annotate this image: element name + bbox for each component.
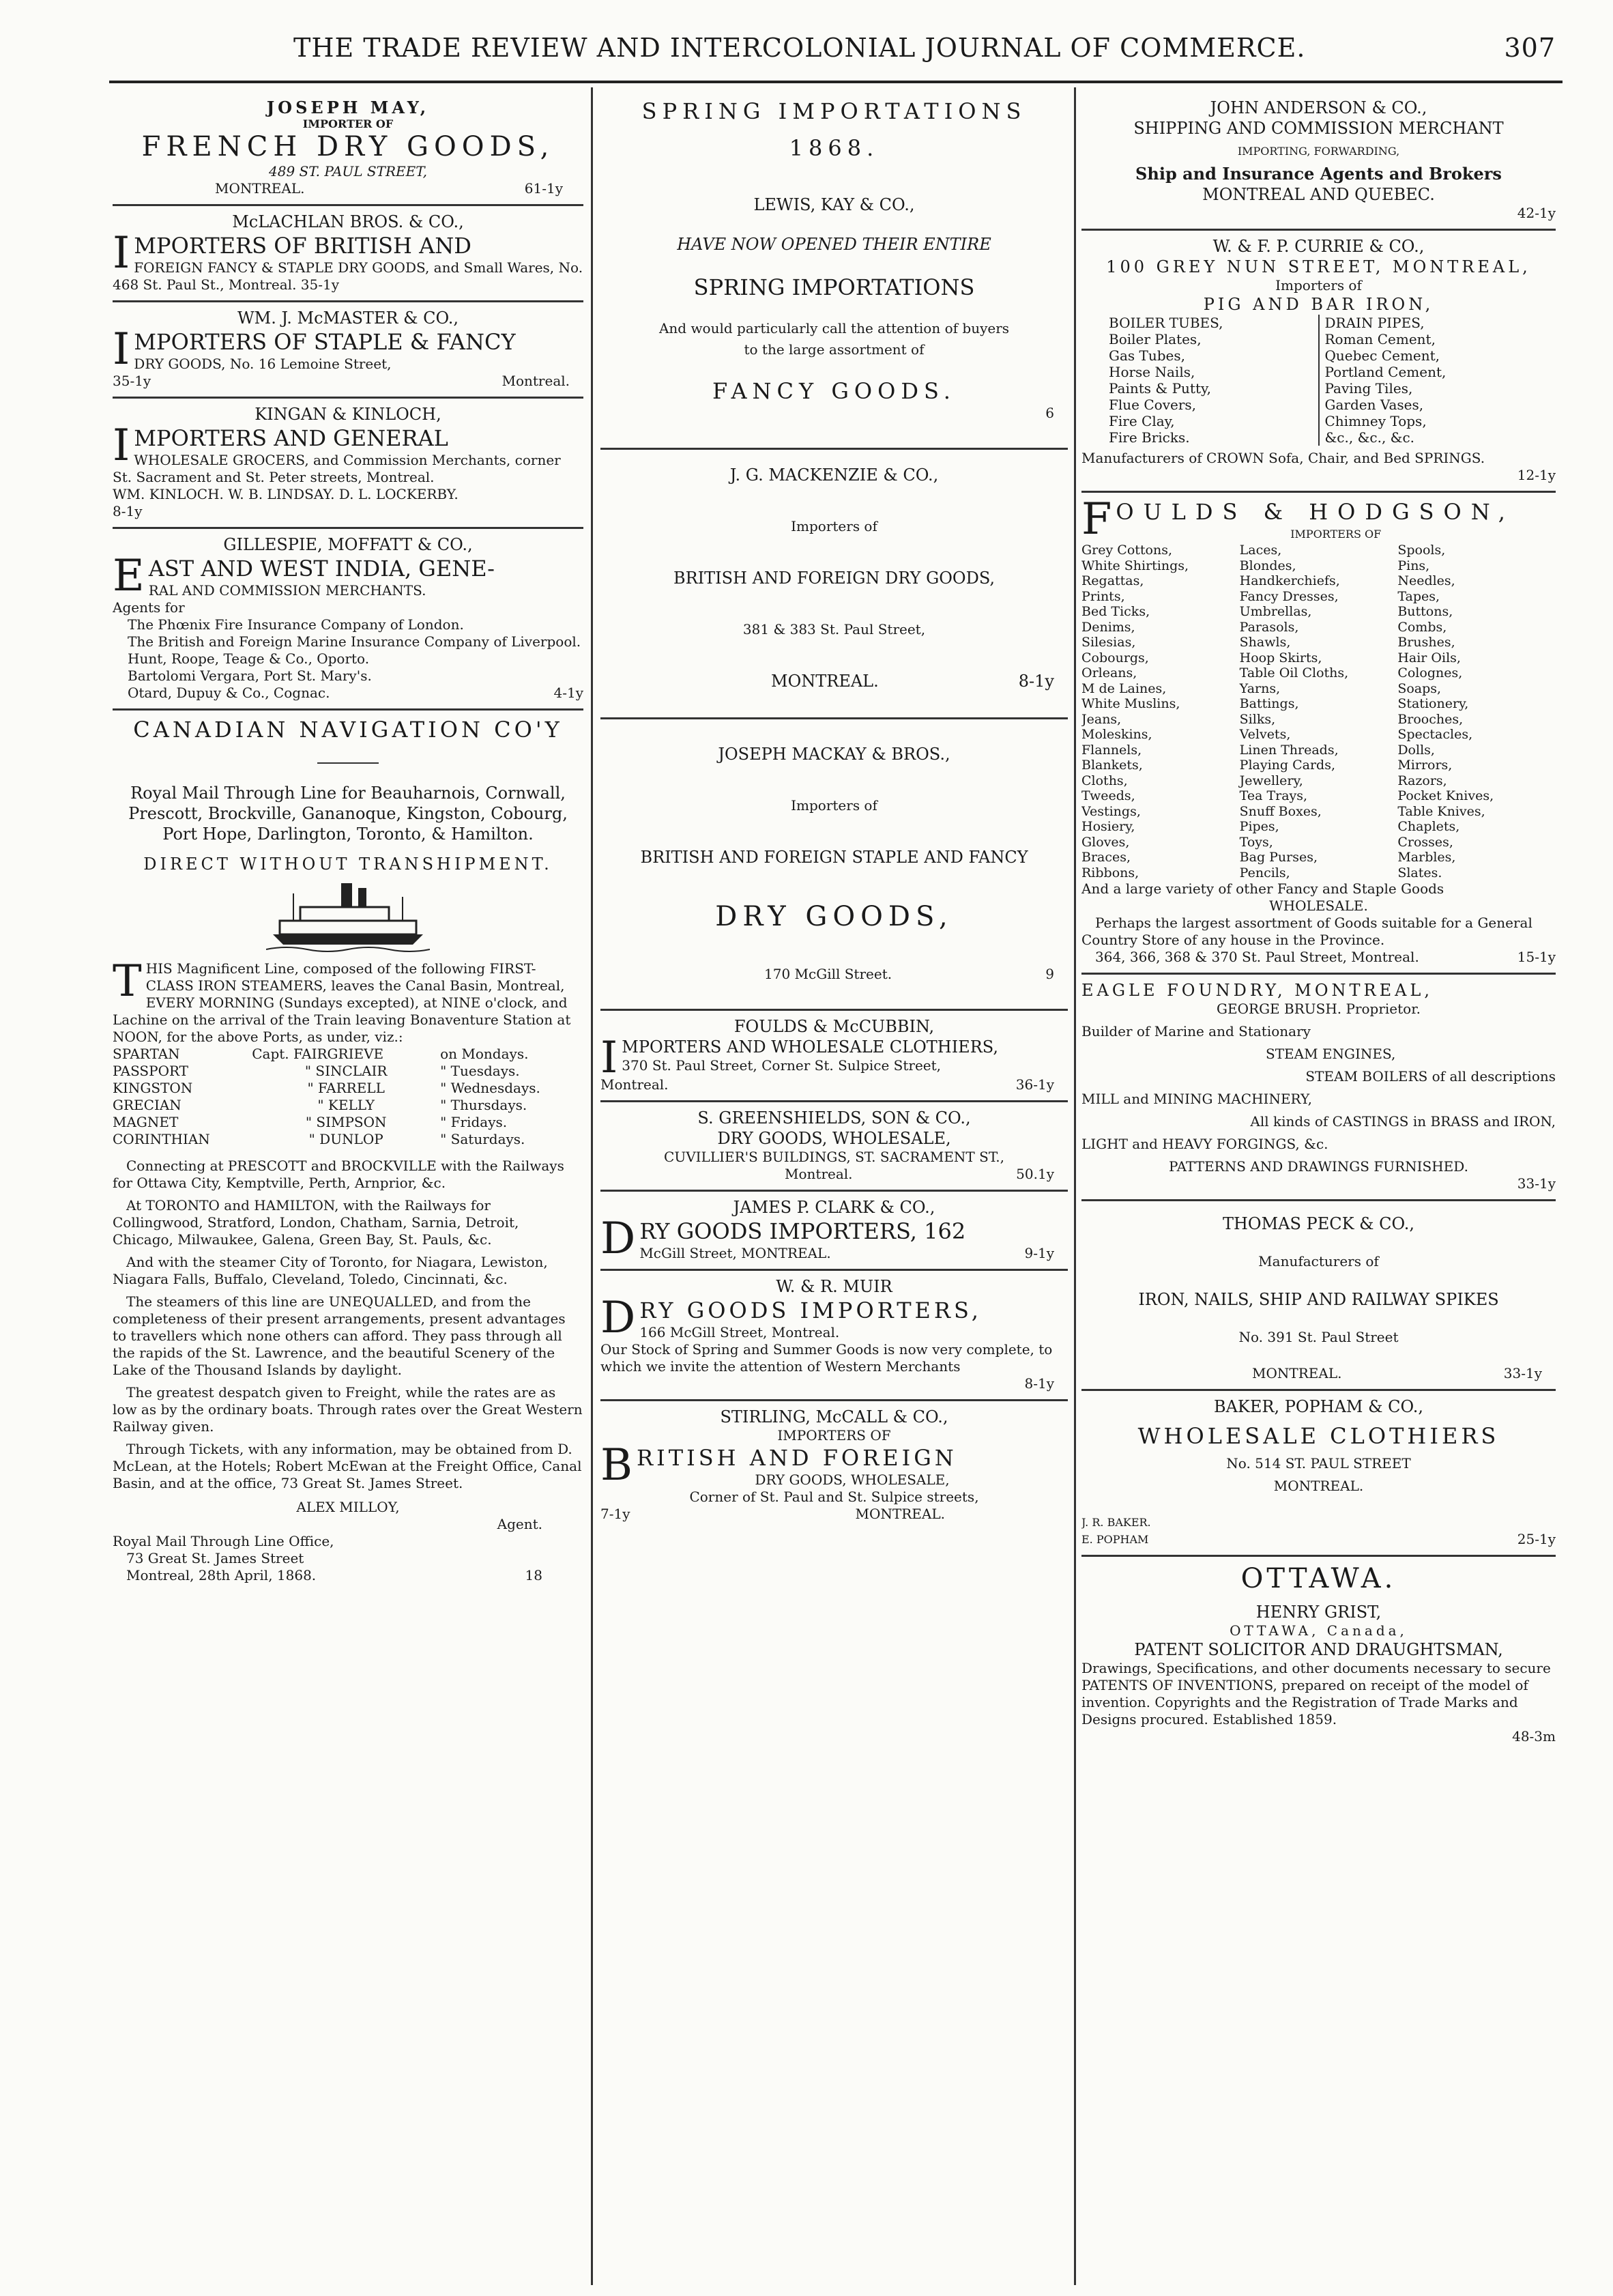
ad-title: PATENT SOLICITOR AND DRAUGHTSMAN,	[1134, 1640, 1503, 1659]
list-item: Quebec Cement,	[1324, 347, 1440, 364]
drop-cap: D	[600, 1214, 636, 1264]
ad-mackenzie	[600, 450, 1068, 719]
ad-code: 33-1y	[1503, 1365, 1542, 1381]
ad-mcmaster	[113, 302, 583, 399]
ad-tagline: HAVE NOW OPENED THEIR ENTIRE	[677, 235, 991, 254]
ad-code: 36-1y	[1015, 1076, 1054, 1093]
ad-city: MONTREAL.	[855, 1506, 945, 1522]
ad-headline: MPORTERS OF BRITISH AND	[134, 233, 471, 259]
ad-clark	[600, 1192, 1068, 1271]
ad-city: OTTAWA, Canada,	[1230, 1622, 1408, 1639]
list-item: White Muslins,	[1081, 696, 1180, 711]
list-item: Boiler Plates,	[1109, 331, 1202, 347]
section-heading: OTTAWA.	[1240, 1563, 1397, 1594]
list-item: Cloths,	[1081, 773, 1128, 788]
ad-headline: MPORTERS AND WHOLESALE CLOTHIERS,	[622, 1037, 998, 1057]
ad-headline: SPRING IMPORTATIONS	[641, 98, 1027, 124]
ad-headline: WHOLESALE CLOTHIERS	[1137, 1423, 1500, 1449]
ad-importers: Importers of	[791, 518, 877, 534]
list-item: Pencils,	[1239, 865, 1290, 880]
drop-cap: I	[113, 324, 130, 375]
ad-code: 8-1y	[1024, 1375, 1054, 1392]
list-item: Blondes,	[1239, 558, 1296, 573]
ad-line: IMPORTING, FORWARDING,	[1237, 145, 1400, 158]
list-item: Bag Purses,	[1239, 850, 1318, 865]
list-item: M de Laines,	[1081, 680, 1167, 696]
list-item: Denims,	[1081, 619, 1135, 635]
list-item: Blankets,	[1081, 758, 1143, 773]
list-item: Chaplets,	[1397, 819, 1460, 834]
table-row: GRECIAN " KELLY " Thursdays.	[113, 1097, 527, 1113]
product-list	[1081, 315, 1556, 446]
list-item: Flannels,	[1081, 742, 1142, 758]
ad-body: McGill Street, MONTREAL.	[639, 1245, 831, 1261]
ad-city: MONTREAL.	[215, 180, 305, 197]
list-item: Tapes,	[1397, 588, 1440, 604]
firm-name: S. GREENSHIELDS, SON & CO.,	[697, 1108, 971, 1128]
ad-line: All kinds of CASTINGS in BRASS and IRON,	[1250, 1113, 1556, 1130]
drop-cap: I	[600, 1033, 618, 1083]
ad-code: 18	[525, 1567, 542, 1583]
ad-body: And would particularly call the attention of buyers	[658, 320, 1010, 336]
ad-line: STEAM BOILERS of all descriptions	[1305, 1068, 1556, 1085]
list-item: &c., &c., &c.	[1324, 429, 1415, 446]
list-item: Snuff Boxes,	[1239, 803, 1322, 819]
ad-ottawa	[1081, 1557, 1556, 1752]
firm-name: McLACHLAN BROS. & CO.,	[232, 212, 464, 231]
ad-line: PATTERNS AND DRAWINGS FURNISHED.	[1169, 1158, 1468, 1175]
list-item: Razors,	[1397, 773, 1447, 788]
ad-address: 170 McGill Street.	[764, 966, 892, 982]
ad-code: 15-1y	[1517, 949, 1556, 965]
ad-address: 100 GREY NUN STREET, MONTREAL,	[1106, 257, 1531, 276]
ad-code: 25-1y	[1517, 1531, 1556, 1547]
ad-paragraph: Connecting at PRESCOTT and BROCKVILLE with the Railways for Ottawa City, Kemptville, Perth, Arnprior, &c.	[113, 1158, 564, 1191]
ad-code: 9-1y	[1024, 1245, 1054, 1261]
ad-code: 35-1y	[113, 373, 151, 389]
list-item: Table Knives,	[1397, 803, 1485, 819]
list-item: Table Oil Cloths,	[1239, 665, 1349, 680]
ad-canadian-navigation	[113, 711, 583, 1591]
ad-headline: DRY GOODS,	[715, 901, 953, 932]
list-item: Chimney Tops,	[1324, 413, 1427, 429]
ad-importers: IMPORTERS OF	[777, 1427, 891, 1444]
ad-line: MILL and MINING MACHINERY,	[1081, 1091, 1312, 1107]
ad-joseph-may	[113, 92, 583, 206]
ad-paragraph: And with the steamer City of Toronto, for Niagara, Lewiston, Niagara Falls, Buffalo, Cleveland, Toledo, Cincinnati, &c.	[113, 1254, 548, 1287]
list-item: Garden Vases,	[1324, 397, 1424, 413]
ad-body: to the large assortment of	[744, 341, 925, 358]
table-row: CORINTHIAN " DUNLOP " Saturdays.	[113, 1131, 525, 1147]
ad-address: 364, 366, 368 & 370 St. Paul Street, Montreal.	[1095, 949, 1419, 965]
list-item: Spools,	[1397, 543, 1446, 558]
column-divider-1	[591, 87, 593, 2285]
list-item: Mirrors,	[1397, 758, 1453, 773]
ad-stirling	[600, 1401, 1068, 1530]
list-item: Silks,	[1239, 711, 1276, 727]
signer-role: Agent.	[497, 1516, 542, 1532]
list-item: Vestings,	[1081, 803, 1141, 819]
ad-importers: Importers of	[1275, 277, 1362, 293]
ad-address: CUVILLIER'S BUILDINGS, ST. SACRAMENT ST.,	[664, 1149, 1004, 1165]
ad-code: 7-1y	[600, 1506, 630, 1522]
firm-name: STIRLING, McCALL & CO.,	[720, 1407, 948, 1426]
direct-line: DIRECT WITHOUT TRANSHIPMENT.	[143, 855, 553, 874]
list-item: Velvets,	[1239, 727, 1291, 742]
table-row: KINGSTON " FARRELL " Wednesdays.	[113, 1080, 540, 1096]
list-item: Cobourgs,	[1081, 650, 1149, 665]
firm-name: J. G. MACKENZIE & CO.,	[729, 465, 939, 485]
ad-paragraph: The steamers of this line are UNEQUALLED, and from the completeness of their present arrangements, present advantages to travellers which none others can afford. They pass through all the rapids of the St. Lawrence, and the beautiful Scenery of the Lake of the Thousand Islands by daylight.	[113, 1293, 566, 1378]
ad-code: 12-1y	[1517, 467, 1556, 483]
route: Royal Mail Through Line for Beauharnois, Cornwall, Prescott, Brockville, Gananoque, Kingston, Cobourg, Port Hope, Darlington, Toronto, & Hamilton.	[128, 784, 568, 844]
list-item: Paints & Putty,	[1109, 380, 1211, 397]
ad-partner: J. R. BAKER.	[1081, 1516, 1151, 1529]
ad-variety: And a large variety of other Fancy and Staple Goods	[1081, 880, 1444, 897]
ad-address: No. 514 ST. PAUL STREET	[1226, 1455, 1411, 1472]
ad-line: LIGHT and HEAVY FORGINGS, &c.	[1081, 1136, 1328, 1152]
agent-line: Bartolomi Vergara, Port St. Mary's.	[128, 668, 372, 684]
ad-headline: CANADIAN NAVIGATION CO'Y	[133, 717, 563, 743]
list-item: Gloves,	[1081, 834, 1130, 850]
ad-city: Montreal.	[785, 1166, 853, 1182]
ad-headline: AST AND WEST INDIA, GENE-	[148, 556, 495, 582]
list-item: Portland Cement,	[1324, 364, 1447, 380]
firm-name: FOULDS & McCUBBIN,	[733, 1017, 935, 1036]
ad-headline: MPORTERS AND GENERAL	[134, 425, 448, 451]
list-item: Fancy Dresses,	[1239, 588, 1339, 604]
ad-address: 166 McGill Street, Montreal.	[639, 1324, 840, 1340]
ad-paragraph: At TORONTO and HAMILTON, with the Railways for Collingwood, Stratford, London, Chatham, Sarnia, Detroit, Chicago, Milwaukee, Galena, Green Bay, St. Pauls, &c.	[113, 1197, 519, 1248]
ad-eagle-foundry	[1081, 975, 1556, 1201]
ad-body: DRY GOODS, No. 16 Lemoine Street,	[134, 356, 392, 372]
list-item: Yarns,	[1239, 680, 1281, 696]
ad-line: STEAM ENGINES,	[1266, 1046, 1396, 1062]
table-row: SPARTAN Capt. FAIRGRIEVE on Mondays.	[113, 1046, 529, 1062]
firm-name: GILLESPIE, MOFFATT & CO.,	[223, 535, 473, 554]
list-item: Moleskins,	[1081, 727, 1152, 742]
ad-goods: FANCY GOODS.	[712, 378, 956, 404]
ad-address: 381 & 383 St. Paul Street,	[742, 621, 926, 637]
ad-baker-popham	[1081, 1391, 1556, 1557]
column-2	[600, 92, 1068, 2290]
list-item: Roman Cement,	[1324, 331, 1436, 347]
ad-muir	[600, 1271, 1068, 1401]
ad-goods: BRITISH AND FOREIGN DRY GOODS,	[673, 569, 996, 588]
ad-subheadline: SPRING IMPORTATIONS	[693, 274, 975, 300]
list-item: Flue Covers,	[1109, 397, 1197, 413]
ad-line: MONTREAL AND QUEBEC.	[1202, 185, 1435, 204]
ad-code: 4-1y	[553, 685, 583, 701]
ad-partners: WM. KINLOCH. W. B. LINDSAY. D. L. LOCKERBY.	[113, 486, 459, 502]
table-row: MAGNET " SIMPSON " Fridays.	[113, 1114, 508, 1130]
column-divider-2	[1074, 87, 1076, 2285]
office-line: Royal Mail Through Line Office,	[113, 1533, 334, 1549]
ad-importers: Importers of	[791, 797, 877, 814]
ad-subline: IMPORTER OF	[302, 117, 394, 130]
steamboat-icon	[266, 880, 430, 955]
ad-body: WHOLESALE GROCERS, and Commission Merchants, corner St. Sacrament and St. Peter streets, Montreal.	[113, 452, 561, 485]
ad-body: HIS Magnificent Line, composed of the following FIRST-CLASS IRON STEAMERS, leaves the Canal Basin, Montreal, EVERY MORNING (Sundays excepted), at NINE o'clock, and Lachine on the arrival of the Train leaving Bonaventure Station at NOON, for the above Ports, as under, viz.:	[113, 960, 571, 1045]
list-item: Playing Cards,	[1239, 758, 1335, 773]
firm-name: BAKER, POPHAM & CO.,	[1213, 1397, 1424, 1416]
ad-kingan	[113, 399, 583, 529]
list-item: Regattas,	[1081, 573, 1144, 588]
ad-peck	[1081, 1201, 1556, 1391]
table-row: PASSPORT " SINCLAIR " Tuesdays.	[113, 1063, 520, 1079]
list-item: DRAIN PIPES,	[1324, 315, 1425, 331]
goods-list	[1081, 543, 1556, 880]
ad-city: MONTREAL.	[1252, 1365, 1342, 1381]
list-item: Pins,	[1397, 558, 1430, 573]
list-item: Needles,	[1397, 573, 1455, 588]
agent-line: The British and Foreign Marine Insurance Company of Liverpool.	[128, 633, 581, 650]
ad-body: Perhaps the largest assortment of Goods suitable for a General Country Store of any house in the Province.	[1081, 915, 1532, 948]
ad-code: 42-1y	[1517, 205, 1556, 221]
ad-code: 33-1y	[1517, 1175, 1556, 1192]
ad-foulds-hodgson	[1081, 493, 1556, 975]
ad-headline: MPORTERS OF STAPLE & FANCY	[134, 329, 516, 355]
ad-code: 9	[1045, 966, 1054, 982]
ad-address: 489 ST. PAUL STREET,	[269, 163, 427, 180]
list-item: Handkerchiefs,	[1239, 573, 1340, 588]
firm-name: JOHN ANDERSON & CO.,	[1210, 98, 1427, 117]
list-item: Spectacles,	[1397, 727, 1473, 742]
ad-subheadline: DRY GOODS, WHOLESALE,	[717, 1129, 951, 1148]
ad-mackay	[600, 719, 1068, 1011]
ad-spring-importations	[600, 92, 1068, 450]
drop-cap: F	[1081, 494, 1112, 545]
list-item: Pocket Knives,	[1397, 788, 1494, 803]
list-item: Tea Trays,	[1239, 788, 1308, 803]
ad-headline: FRENCH DRY GOODS,	[141, 131, 555, 162]
ad-code: 6	[1045, 405, 1054, 421]
ad-paragraph: Through Tickets, with any information, may be obtained from D. McLean, at the Hotels; Robert McEwan at the Freight Office, Canal Basin, and at the office, 73 Great St. James Street.	[113, 1441, 582, 1491]
ad-body: Drawings, Specifications, and other documents necessary to secure PATENTS OF INVENTIONS, prepared on receipt of the model of invention. Copyrights and the Registration of Trade Marks and Designs procured. Established 1859.	[1081, 1660, 1551, 1727]
drop-cap: E	[113, 551, 145, 601]
firm-name: JAMES P. CLARK & CO.,	[733, 1198, 935, 1217]
ad-code: 8-1y	[113, 503, 143, 519]
column-3	[1081, 92, 1556, 2290]
list-item: Battings,	[1239, 696, 1299, 711]
ad-line: Ship and Insurance Agents and Brokers	[1135, 164, 1502, 184]
drop-cap: D	[600, 1293, 636, 1343]
firm-name: THOMAS PECK & CO.,	[1222, 1214, 1415, 1233]
agent-line: Hunt, Roope, Teage & Co., Oporto.	[128, 650, 370, 667]
list-item: Brushes,	[1397, 635, 1455, 650]
ad-headline: OULDS & HODGSON,	[1116, 499, 1515, 525]
list-item: Shawls,	[1239, 635, 1291, 650]
list-item: Colognes,	[1397, 665, 1463, 680]
agent-line: The Phœnix Fire Insurance Company of London.	[128, 616, 464, 633]
ad-line: SHIPPING AND COMMISSION MERCHANT	[1133, 119, 1504, 138]
list-item: Orleans,	[1081, 665, 1137, 680]
page-header	[109, 33, 1556, 74]
firm-name: JOSEPH MACKAY & BROS.,	[718, 745, 950, 764]
list-item: Grey Cottons,	[1081, 543, 1172, 558]
ad-partner: E. POPHAM	[1081, 1533, 1149, 1546]
ad-subheadline: DRY GOODS, WHOLESALE,	[755, 1472, 950, 1488]
agents-label: Agents for	[113, 599, 185, 616]
firm-name: LEWIS, KAY & CO.,	[753, 195, 915, 214]
office-line: Montreal, 28th April, 1868.	[126, 1567, 317, 1583]
list-item: Fire Bricks.	[1109, 429, 1190, 446]
ad-body: Our Stock of Spring and Summer Goods is now very complete, to which we invite the attention of Western Merchants	[600, 1341, 1053, 1375]
ad-importers: IMPORTERS OF	[1290, 528, 1382, 541]
list-item: Horse Nails,	[1109, 364, 1195, 380]
ad-body: 370 St. Paul Street, Corner St. Sulpice Street,	[622, 1057, 942, 1074]
ad-goods: IRON, NAILS, SHIP AND RAILWAY SPIKES	[1138, 1290, 1499, 1309]
list-item: Gas Tubes,	[1109, 347, 1186, 364]
column-1	[113, 92, 583, 2290]
list-item: BOILER TUBES,	[1109, 315, 1223, 331]
ad-code: 50.1y	[1016, 1166, 1054, 1182]
ad-proprietor: GEORGE BRUSH. Proprietor.	[1217, 1001, 1421, 1017]
ad-goods: PIG AND BAR IRON,	[1203, 295, 1434, 314]
ad-greenshields	[600, 1102, 1068, 1192]
agent-line: Otard, Dupuy & Co., Cognac.	[128, 685, 330, 701]
ad-headline: EAGLE FOUNDRY, MONTREAL,	[1081, 981, 1433, 1000]
firm-name: WM. J. McMASTER & CO.,	[237, 308, 459, 328]
ad-wholesale: WHOLESALE.	[1269, 898, 1368, 914]
ad-code: 8-1y	[1018, 672, 1054, 691]
ad-year: 1868.	[789, 135, 880, 161]
list-item: Ribbons,	[1081, 865, 1139, 880]
list-item: Hoop Skirts,	[1239, 650, 1322, 665]
ad-gillespie	[113, 529, 583, 711]
firm-name: HENRY GRIST,	[1255, 1603, 1382, 1622]
firm-name: JOSEPH MAY,	[266, 98, 430, 117]
firm-name: W. & F. P. CURRIE & CO.,	[1212, 237, 1425, 256]
ad-body: FOREIGN FANCY & STAPLE DRY GOODS, and Small Wares, No. 468 St. Paul St., Montreal. 35-1y	[113, 259, 583, 293]
list-item: Parasols,	[1239, 619, 1299, 635]
ad-city: Montreal.	[502, 373, 570, 389]
ad-city: MONTREAL.	[1273, 1478, 1364, 1494]
list-item: Silesias,	[1081, 635, 1136, 650]
list-item: Marbles,	[1397, 850, 1456, 865]
ad-address: Corner of St. Paul and St. Sulpice streets,	[689, 1489, 979, 1505]
ad-mclachlan	[113, 206, 583, 302]
ad-city: Montreal.	[600, 1076, 669, 1093]
ad-city: MONTREAL.	[771, 672, 879, 691]
journal-title: THE TRADE REVIEW AND INTERCOLONIAL JOURNAL OF COMMERCE.	[293, 33, 1306, 63]
ad-code: 48-3m	[1512, 1728, 1556, 1745]
list-item: Fire Clay,	[1109, 413, 1175, 429]
list-item: Umbrellas,	[1239, 604, 1312, 619]
list-item: Laces,	[1239, 543, 1282, 558]
office-line: 73 Great St. James Street	[126, 1550, 304, 1566]
firm-name: KINGAN & KINLOCH,	[255, 405, 441, 424]
ad-address: No. 391 St. Paul Street	[1238, 1329, 1399, 1345]
list-item: Paving Tiles,	[1324, 380, 1413, 397]
list-item: Jeans,	[1081, 711, 1122, 727]
list-item: Jewellery,	[1239, 773, 1303, 788]
ad-foulds-mccubbin	[600, 1011, 1068, 1102]
ad-paragraph: The greatest despatch given to Freight, while the rates are as low as by the ordinary boats. Through rates over the Great Western Railway given.	[113, 1384, 583, 1435]
list-item: Combs,	[1397, 619, 1447, 635]
ad-anderson	[1081, 92, 1556, 231]
list-item: Hosiery,	[1081, 819, 1135, 834]
list-item: White Shirtings,	[1081, 558, 1189, 573]
firm-name: W. & R. MUIR	[776, 1277, 892, 1296]
ad-body: RAL AND COMMISSION MERCHANTS.	[148, 582, 426, 599]
drop-cap: B	[600, 1440, 633, 1491]
ad-goods: BRITISH AND FOREIGN STAPLE AND FANCY	[640, 848, 1028, 867]
ad-code: 61-1y	[524, 180, 563, 197]
list-item: Buttons,	[1397, 604, 1453, 619]
drop-cap: I	[113, 420, 130, 471]
signer: ALEX MILLOY,	[296, 1499, 400, 1515]
ad-manufacturers: Manufacturers of	[1258, 1253, 1379, 1269]
list-item: Braces,	[1081, 850, 1131, 865]
list-item: Stationery,	[1397, 696, 1469, 711]
ad-headline: RY GOODS IMPORTERS, 162	[639, 1218, 966, 1244]
ad-headline: RY GOODS IMPORTERS,	[639, 1297, 982, 1323]
header-rule	[109, 81, 1563, 83]
list-item: Toys,	[1239, 834, 1273, 850]
ad-line: Builder of Marine and Stationary	[1081, 1023, 1311, 1039]
list-item: Pipes,	[1239, 819, 1279, 834]
list-item: Dolls,	[1397, 742, 1435, 758]
ad-footer: Manufacturers of CROWN Sofa, Chair, and Bed SPRINGS.	[1081, 450, 1485, 466]
list-item: Linen Threads,	[1239, 742, 1339, 758]
drop-cap: I	[113, 228, 130, 278]
list-item: Hair Oils,	[1397, 650, 1461, 665]
list-item: Crosses,	[1397, 834, 1453, 850]
ad-headline: RITISH AND FOREIGN	[637, 1445, 957, 1471]
list-item: Slates.	[1397, 865, 1442, 880]
list-item: Tweeds,	[1081, 788, 1135, 803]
drop-cap: T	[113, 956, 142, 1007]
ad-currie	[1081, 231, 1556, 493]
page-number: 307	[1504, 33, 1556, 63]
list-item: Bed Ticks,	[1081, 604, 1150, 619]
list-item: Brooches,	[1397, 711, 1464, 727]
list-item: Prints,	[1081, 588, 1125, 604]
steamer-schedule	[113, 1046, 583, 1148]
list-item: Soaps,	[1397, 680, 1442, 696]
